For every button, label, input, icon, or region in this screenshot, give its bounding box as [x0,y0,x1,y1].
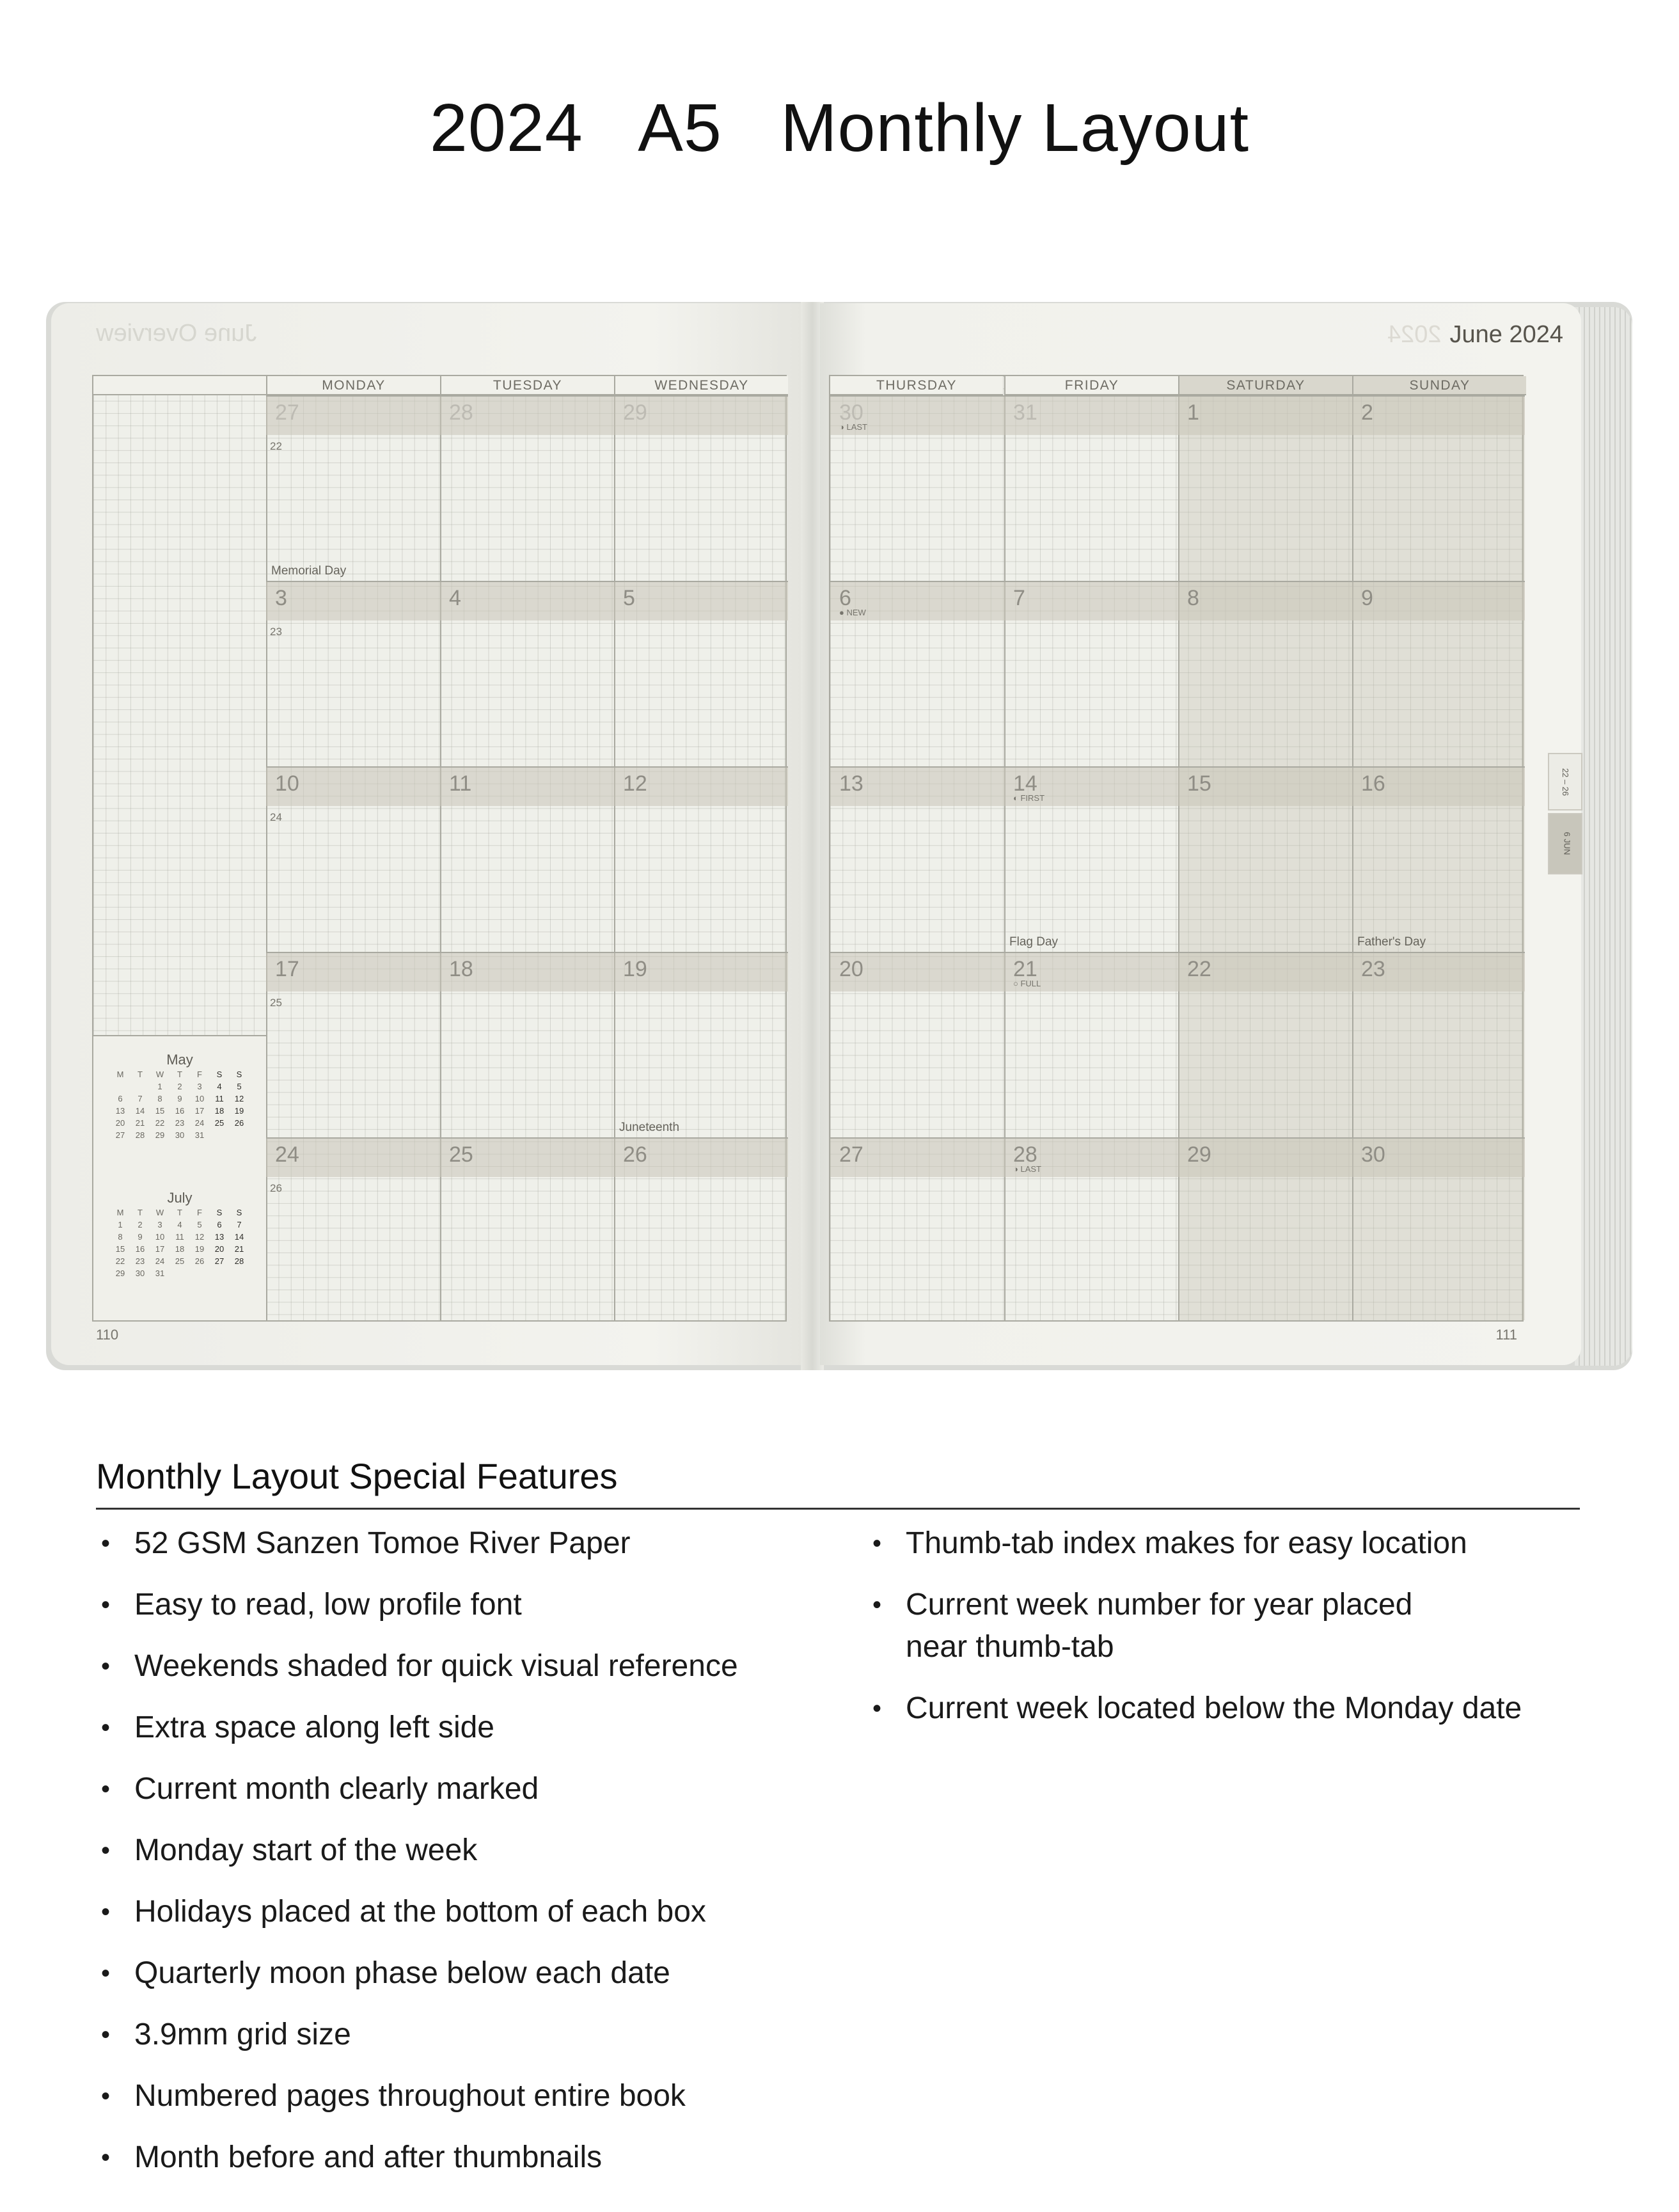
date-number: 15 [1187,771,1211,796]
mini-weekday: F [197,1070,202,1079]
date-number: 19 [623,957,647,981]
date-number: 11 [449,771,472,796]
mini-day: 7 [138,1094,143,1103]
moon-phase: ◑ LAST [839,422,867,432]
week-number: 25 [270,997,282,1009]
feature-item: • Current month clearly marked [97,1768,858,1810]
date-band [830,1137,1525,1177]
feature-item: • Month before and after thumbnails [97,2137,858,2179]
date-number: 23 [1361,957,1385,981]
mini-day: 20 [115,1118,125,1128]
date-number: 22 [1187,957,1211,981]
holiday-label: Juneteenth [619,1121,680,1134]
mini-day: 5 [237,1082,242,1091]
mini-day [210,1129,230,1141]
date-number: 8 [1187,586,1199,610]
mini-day [111,1080,130,1093]
holiday-label: Father's Day [1357,935,1426,949]
date-band [266,395,788,435]
mini-day: 16 [135,1244,145,1254]
mini-day: 24 [194,1118,205,1128]
mini-day: 23 [135,1256,145,1266]
mini-day: 5 [197,1220,202,1229]
date-number: 18 [449,957,473,981]
mini-day: 29 [115,1268,125,1278]
thumb-tab-june-label: 6 JUN [1562,832,1572,855]
col-head-monday: MONDAY [266,376,440,395]
mini-day: 20 [214,1244,225,1254]
mini-day: 12 [234,1094,244,1103]
date-number: 12 [623,771,647,796]
mini-day: 19 [234,1106,244,1116]
date-band [830,766,1525,806]
moon-phase: ◑ LAST [1013,1164,1041,1174]
mini-calendar-week [93,1219,266,1231]
heading-rule [96,1508,1580,1510]
mini-day: 15 [155,1106,165,1116]
date-number: 21 [1013,957,1037,981]
mini-day: 22 [115,1256,125,1266]
date-number: 3 [275,586,287,610]
mini-day: 11 [215,1094,224,1103]
mini-day: 30 [135,1268,145,1278]
mini-calendar-week [93,1267,266,1279]
mini-day: 8 [118,1232,123,1242]
mini-day: 10 [194,1094,205,1103]
moon-phase: ● NEW [839,608,866,617]
mini-day: 31 [194,1130,205,1140]
mini-weekday: T [138,1070,143,1079]
mini-calendar-head [93,1068,266,1080]
col-head-saturday: SATURDAY [1178,376,1352,395]
page-edges [1575,307,1632,1366]
mini-weekday: W [155,1208,164,1217]
date-number: 27 [275,400,299,425]
mini-day: 12 [194,1232,205,1242]
right-calendar-grid [829,375,1524,1322]
date-band [830,395,1525,435]
mini-weekday: T [177,1070,182,1079]
mini-day: 4 [177,1220,182,1229]
feature-item: • 52 GSM Sanzen Tomoe River Paper [97,1522,858,1565]
date-number: 13 [839,771,863,796]
mini-day: 2 [177,1082,182,1091]
date-number: 29 [623,400,647,425]
mini-day: 27 [115,1130,125,1140]
mini-day: 11 [175,1232,184,1242]
date-band [266,1137,788,1177]
holiday-label: Flag Day [1009,935,1059,949]
mini-calendar-mini_may [93,1052,266,1141]
mini-day: 24 [155,1256,165,1266]
feature-item: • Weekends shaded for quick visual reference [97,1645,858,1687]
mini-calendar-week [93,1129,266,1141]
col-head-thursday: THURSDAY [829,376,1003,395]
planner-spread [46,302,1632,1370]
mini-day [170,1267,190,1279]
left-calendar-grid [92,375,787,1322]
mini-day: 14 [234,1232,244,1242]
mini-day: 22 [155,1118,165,1128]
mini-day: 28 [135,1130,145,1140]
date-number: 31 [1013,400,1037,425]
mini-day: 14 [135,1106,145,1116]
feature-item: • Current week number for year placed near thumb-tab [869,1584,1591,1668]
feature-item: • Quarterly moon phase below each date [97,1952,858,1995]
mini-weekday: S [236,1070,242,1079]
week-row [93,395,785,581]
mini-day: 18 [175,1244,185,1254]
date-number: 17 [275,957,299,981]
mini-calendar-week [93,1243,266,1255]
date-number: 9 [1361,586,1373,610]
mini-day: 6 [217,1220,222,1229]
week-row [830,581,1522,766]
left-page [51,303,805,1365]
mini-day: 25 [214,1118,225,1128]
date-band [266,952,788,991]
mini-weekday: W [155,1070,164,1079]
date-number: 20 [839,957,863,981]
date-band [266,581,788,620]
mini-day: 16 [175,1106,185,1116]
date-number: 7 [1013,586,1025,610]
moon-phase: ○ FULL [1013,979,1041,988]
mini-day: 25 [175,1256,185,1266]
right-page [820,303,1581,1365]
mini-calendar-week [93,1080,266,1093]
date-number: 28 [449,400,473,425]
mini-calendar-week [93,1093,266,1105]
mini-calendar-mini_july [93,1190,266,1279]
date-band [266,766,788,806]
mini-weekday: M [116,1208,124,1217]
mini-day: 1 [118,1220,123,1229]
page-number-right: 111 [1495,1327,1517,1343]
mini-day: 6 [118,1094,123,1103]
mini-calendar-week [93,1255,266,1267]
features-list-right [869,1522,1591,1749]
mini-day: 19 [194,1244,205,1254]
week-row [830,952,1522,1137]
features-list-left [97,1522,858,2198]
mini-day: 26 [234,1118,244,1128]
week-number: 26 [270,1182,282,1194]
thumb-tab-weeks-label: 22 – 26 [1561,768,1571,796]
page-title: 2024 A5 Monthly Layout [429,90,1250,166]
week-row [830,1137,1522,1323]
col-head-tuesday: TUESDAY [440,376,614,395]
mini-weekday: S [236,1208,242,1217]
mini-weekday: M [116,1070,124,1079]
feature-item: • Numbered pages throughout entire book [97,2075,858,2117]
mini-day: 26 [194,1256,205,1266]
date-number: 4 [449,586,461,610]
col-head-sunday: SUNDAY [1352,376,1526,395]
mini-day [230,1129,249,1141]
date-number: 30 [1361,1142,1385,1167]
feature-item: • 3.9mm grid size [97,2014,858,2056]
thumb-tab-weeks[interactable] [1548,753,1582,810]
mini-day: 21 [234,1244,244,1254]
mirrored-bleed-year: 2024 [1387,321,1442,348]
date-number: 27 [839,1142,863,1167]
week-number: 23 [270,626,282,638]
week-row [830,766,1522,952]
date-number: 5 [623,586,635,610]
mini-day: 7 [237,1220,242,1229]
mini-day: 3 [197,1082,202,1091]
mini-day [230,1267,249,1279]
date-number: 10 [275,771,299,796]
mini-day [130,1080,150,1093]
date-number: 14 [1013,771,1037,796]
mini-weekday: T [138,1208,143,1217]
feature-item: • Holidays placed at the bottom of each box [97,1891,858,1933]
week-number: 22 [270,440,282,452]
date-number: 30 [839,400,863,425]
feature-item: • Easy to read, low profile font [97,1584,858,1626]
mini-calendar-title: July [167,1190,193,1206]
mini-day: 3 [157,1220,162,1229]
col-head-friday: FRIDAY [1004,376,1178,395]
mini-day: 23 [175,1118,185,1128]
date-number: 24 [275,1142,299,1167]
mini-day: 2 [138,1220,143,1229]
left-margin-header [93,376,266,395]
mini-day: 10 [155,1232,165,1242]
mini-day: 29 [155,1130,165,1140]
mini-day: 28 [234,1256,244,1266]
col-head-wednesday: WEDNESDAY [614,376,788,395]
week-number: 24 [270,811,282,823]
week-row [93,581,785,766]
month-thumbnails [93,1035,266,1320]
mini-weekday: F [197,1208,202,1217]
date-number: 29 [1187,1142,1211,1167]
mini-day: 4 [217,1082,222,1091]
mini-day: 13 [115,1106,125,1116]
feature-item: • Current week located below the Monday date [869,1687,1591,1730]
page-number-left: 110 [96,1327,119,1343]
feature-item: • Monday start of the week [97,1829,858,1872]
mini-day: 18 [214,1106,225,1116]
date-band [830,581,1525,620]
mini-day: 9 [177,1094,182,1103]
mini-weekday: S [216,1070,223,1079]
mini-day: 13 [214,1232,225,1242]
month-title: June 2024 [1449,321,1563,348]
moon-phase: ◐ FIRST [1013,793,1045,803]
mini-calendar-week [93,1105,266,1117]
date-number: 28 [1013,1142,1037,1167]
week-row [830,395,1522,581]
mini-day [210,1267,230,1279]
mini-day: 31 [155,1268,165,1278]
date-band [830,952,1525,991]
date-number: 2 [1361,400,1373,425]
mini-day: 21 [135,1118,145,1128]
mini-calendar-week [93,1231,266,1243]
features-heading: Monthly Layout Special Features [96,1456,618,1496]
mini-day: 8 [157,1094,162,1103]
thumb-tab-june[interactable] [1548,813,1582,874]
mini-day [190,1267,210,1279]
holiday-label: Memorial Day [271,564,347,578]
mini-day: 27 [214,1256,225,1266]
mini-day: 30 [175,1130,185,1140]
mini-weekday: S [216,1208,223,1217]
week-row [93,766,785,952]
mini-weekday: T [177,1208,182,1217]
feature-item: • Extra space along left side [97,1707,858,1749]
mini-calendar-title: May [166,1052,193,1068]
date-number: 26 [623,1142,647,1167]
date-number: 1 [1187,400,1199,425]
mini-day: 15 [115,1244,125,1254]
mini-day: 9 [138,1232,143,1242]
mirrored-bleed-title: June Overview [96,320,257,347]
feature-item: • Thumb-tab index makes for easy location [869,1522,1591,1565]
mini-day: 1 [157,1082,162,1091]
date-number: 6 [839,586,851,610]
date-number: 25 [449,1142,473,1167]
mini-calendar-head [93,1206,266,1219]
mini-day: 17 [155,1244,165,1254]
date-number: 16 [1361,771,1385,796]
mini-day: 17 [194,1106,205,1116]
mini-calendar-week [93,1117,266,1129]
